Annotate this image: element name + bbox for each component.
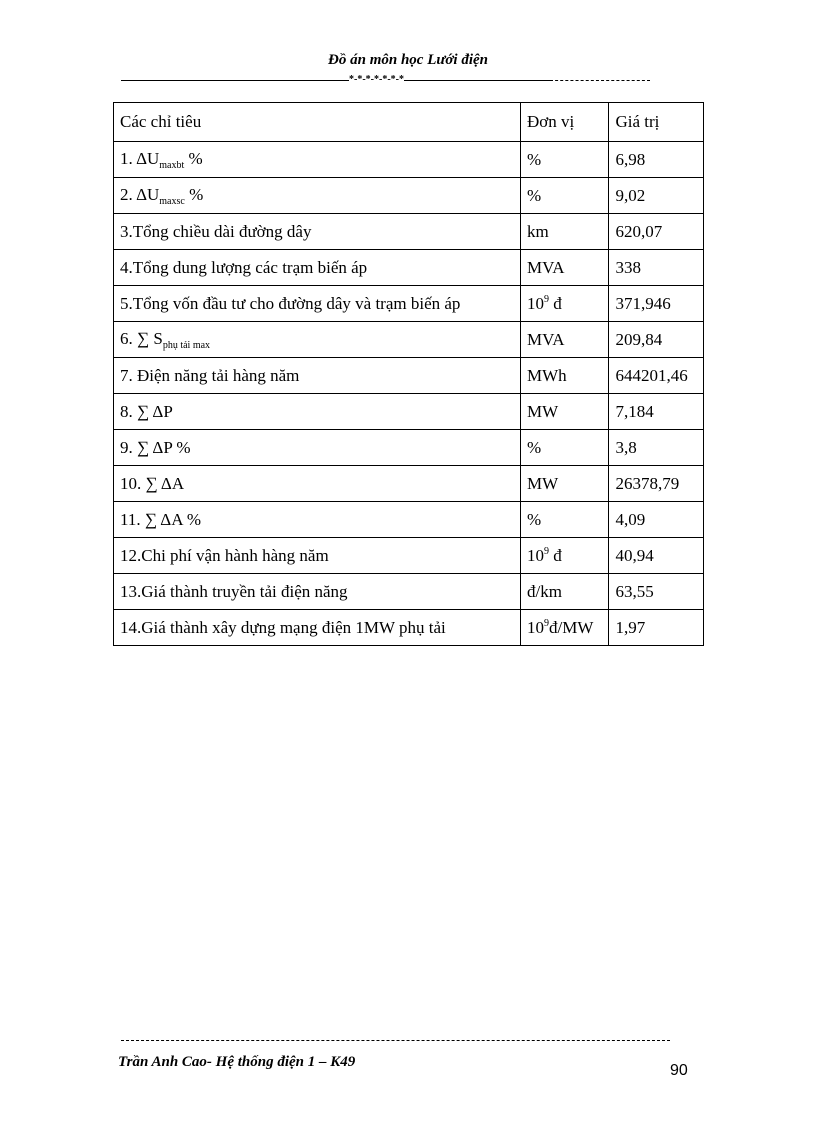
value-cell: 6,98 (609, 142, 704, 178)
value-cell: 644201,46 (609, 358, 704, 394)
page-header-title: Đồ án môn học Lưới điện (328, 52, 488, 68)
header-indicator: Các chỉ tiêu (114, 103, 521, 142)
value-cell: 4,09 (609, 502, 704, 538)
unit-cell: MVA (521, 322, 609, 358)
table-row (114, 286, 704, 322)
unit-cell: km (521, 214, 609, 250)
value-cell: 1,97 (609, 610, 704, 646)
indicator-cell: 2. $\Delta U_{maxsc}$ % (114, 178, 521, 214)
indicator-cell: 8. ∑ ΔP (114, 394, 521, 430)
table-row (114, 358, 704, 394)
table-row (114, 466, 704, 502)
header-rule-dashed (550, 80, 650, 81)
indicator-cell: 4.Tổng dung lượng các trạm biến áp (114, 250, 521, 286)
unit-cell: $10^9$ đ (521, 538, 609, 574)
unit-cell: % (521, 430, 609, 466)
table-row (114, 214, 704, 250)
unit-cell: MWh (521, 358, 609, 394)
indicator-cell: 14.Giá thành xây dựng mạng điện 1MW phụ tải (114, 610, 521, 646)
indicator-cell: 6. ∑ $S_{phụ tải max}$ (114, 322, 521, 358)
unit-cell: % (521, 178, 609, 214)
indicator-table (113, 102, 704, 646)
value-cell: 7,184 (609, 394, 704, 430)
indicator-cell: 13.Giá thành truyền tải điện năng (114, 574, 521, 610)
header-divider (121, 74, 681, 86)
indicator-cell: 10. ∑ ΔA (114, 466, 521, 502)
value-cell: 371,946 (609, 286, 704, 322)
value-cell: 620,07 (609, 214, 704, 250)
value-cell: 209,84 (609, 322, 704, 358)
value-cell: 63,55 (609, 574, 704, 610)
table-row (114, 574, 704, 610)
header-rule-solid-left (121, 80, 349, 81)
header-value: Giá trị (609, 103, 704, 142)
footer-divider (121, 1040, 670, 1041)
table-row (114, 430, 704, 466)
unit-cell: đ/km (521, 574, 609, 610)
unit-cell: % (521, 142, 609, 178)
unit-cell: % (521, 502, 609, 538)
table-row (114, 322, 704, 358)
unit-cell: MW (521, 394, 609, 430)
table-row (114, 538, 704, 574)
indicator-cell: 5.Tổng vốn đầu tư cho đường dây và trạm biến áp (114, 286, 521, 322)
indicator-cell: 7. Điện năng tải hàng năm (114, 358, 521, 394)
page-number: 90 (670, 1062, 688, 1079)
value-cell: 3,8 (609, 430, 704, 466)
unit-cell: MVA (521, 250, 609, 286)
value-cell: 26378,79 (609, 466, 704, 502)
value-cell: 338 (609, 250, 704, 286)
indicator-cell: 1. $\Delta U_{maxbt}$ % (114, 142, 521, 178)
unit-cell: MW (521, 466, 609, 502)
table-row (114, 502, 704, 538)
indicator-cell: 9. ∑ ΔP % (114, 430, 521, 466)
value-cell: 40,94 (609, 538, 704, 574)
unit-cell: $10^9đ/MW$ (521, 610, 609, 646)
indicator-cell: 3.Tổng chiều dài đường dây (114, 214, 521, 250)
table-row (114, 178, 704, 214)
header-unit: Đơn vị (521, 103, 609, 142)
table-header-row (114, 103, 704, 142)
table-row (114, 394, 704, 430)
header-ornament: *-*-*-*-*-*-* (349, 74, 404, 86)
unit-cell: $10^9$ đ (521, 286, 609, 322)
table-row (114, 610, 704, 646)
table-row (114, 142, 704, 178)
value-cell: 9,02 (609, 178, 704, 214)
indicator-cell: 11. ∑ ΔA % (114, 502, 521, 538)
footer-author: Trần Anh Cao- Hệ thống điện 1 – K49 (118, 1054, 356, 1070)
table-row (114, 250, 704, 286)
indicator-cell: 12.Chi phí vận hành hàng năm (114, 538, 521, 574)
header-rule-solid-right (404, 80, 550, 81)
